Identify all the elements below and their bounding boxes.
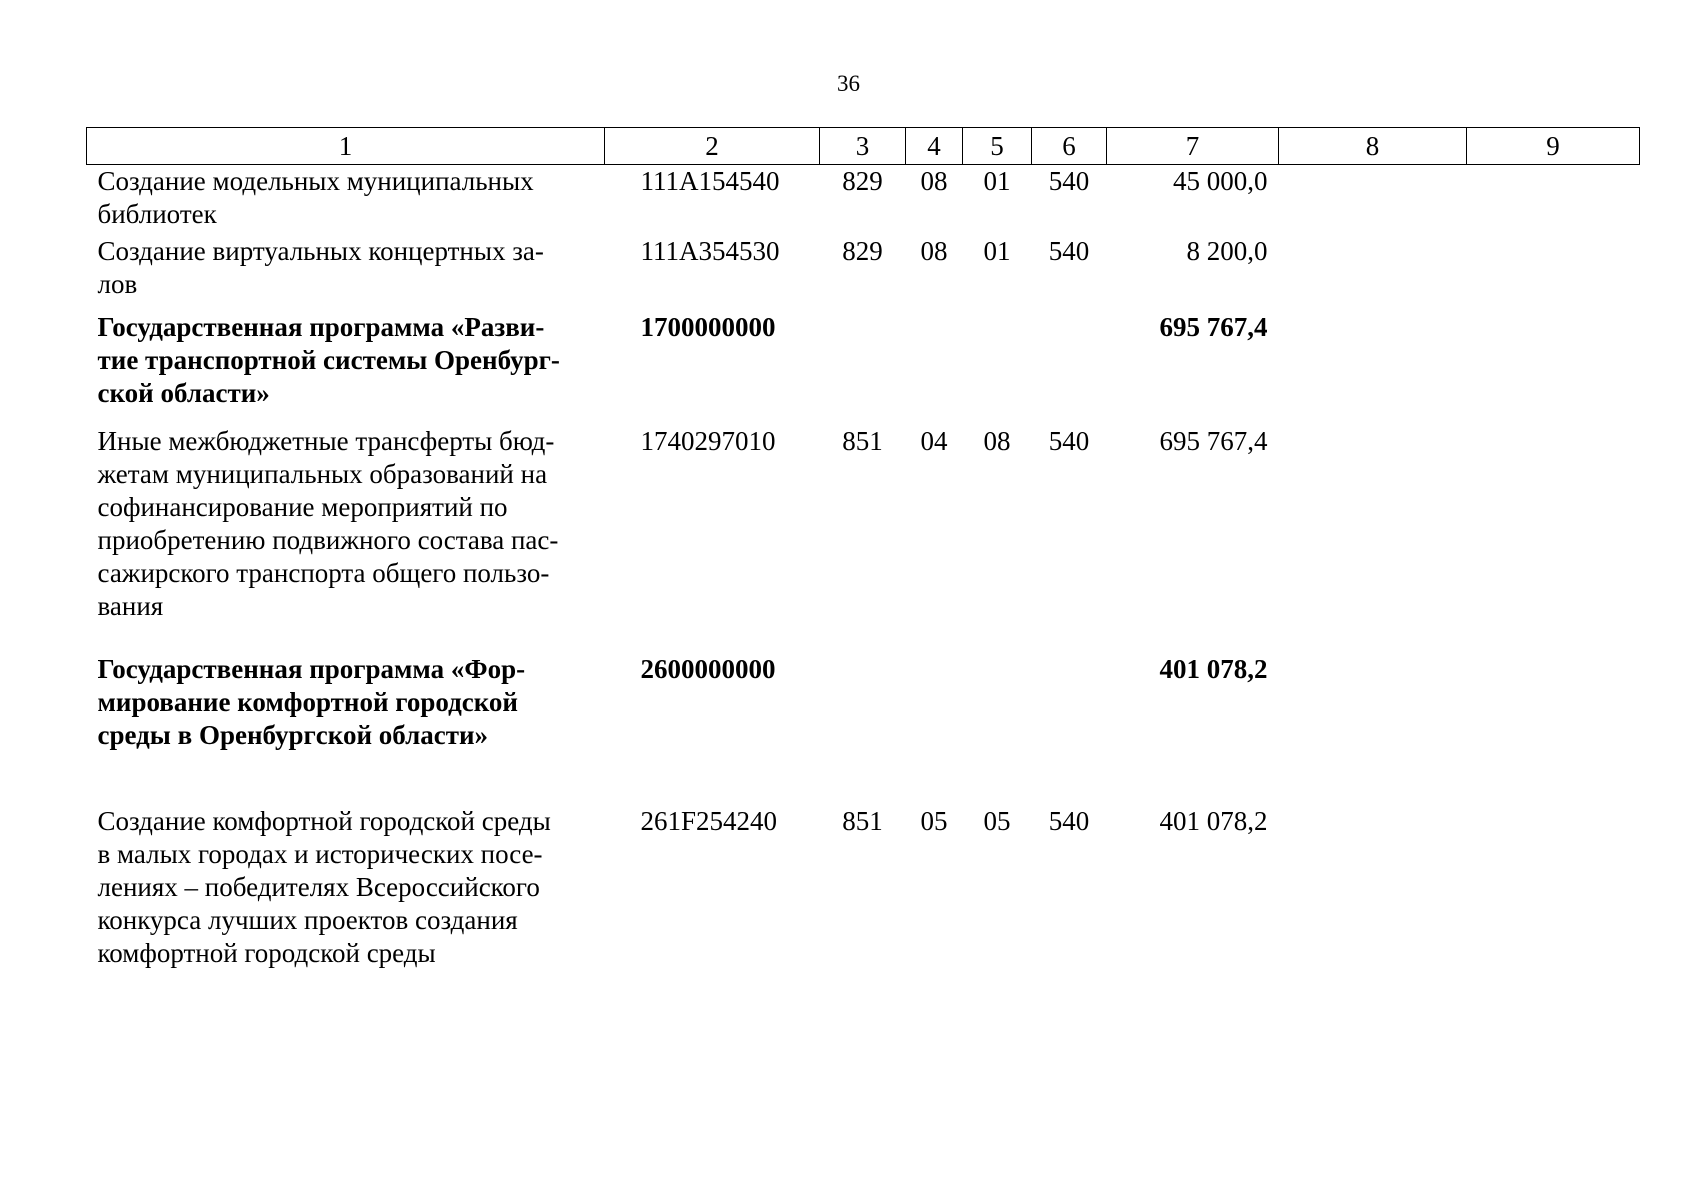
item-name	[87, 805, 605, 975]
item-name-line: жетам муниципальных образований на	[97, 458, 548, 489]
item-name	[87, 235, 605, 311]
item-col9	[1467, 165, 1640, 235]
item-amount: 45 000,0	[1173, 166, 1268, 196]
item-name	[87, 425, 605, 653]
item-col8	[1279, 653, 1467, 805]
header-row	[87, 128, 1640, 165]
item-col3: 829	[842, 235, 883, 266]
item-code: 1700000000	[640, 311, 776, 342]
column-header: 2	[605, 128, 820, 165]
item-name-line: тие транспортной системы Оренбург-	[97, 344, 560, 375]
item-name-line: лениях – победителях Всероссийского	[97, 871, 540, 902]
column-header: 6	[1032, 128, 1107, 165]
page-number: 36	[837, 71, 860, 96]
item-code: 111А354530	[640, 235, 780, 266]
item-name	[87, 653, 605, 805]
column-header: 3	[820, 128, 906, 165]
item-amount: 8 200,0	[1186, 235, 1268, 266]
column-header: 4	[906, 128, 963, 165]
table-row	[87, 425, 1640, 653]
item-col8	[1279, 805, 1467, 975]
item-name	[87, 165, 605, 235]
item-col4: 05	[920, 805, 948, 836]
item-col8	[1279, 235, 1467, 311]
item-col9	[1467, 653, 1640, 805]
item-col4: 04	[920, 425, 948, 456]
column-header: 7	[1107, 128, 1279, 165]
item-col3: 851	[842, 805, 883, 836]
item-col6	[1032, 311, 1107, 425]
item-col8	[1279, 165, 1467, 235]
item-name-line: в малых городах и исторических посе-	[97, 838, 543, 869]
item-code: 1740297010	[640, 425, 776, 456]
item-col6: 540	[1048, 166, 1090, 196]
item-code: 261F254240	[640, 805, 778, 836]
item-col9	[1467, 805, 1640, 975]
item-col5	[963, 653, 1032, 805]
item-col6	[1032, 653, 1107, 805]
item-name-line: конкурса лучших проектов создания	[97, 904, 518, 935]
table-row	[87, 805, 1640, 975]
item-name-line: Создание комфортной городской среды	[97, 805, 551, 836]
item-col3	[820, 311, 906, 425]
item-col3	[820, 653, 906, 805]
item-code: 2600000000	[640, 653, 776, 684]
item-col9	[1467, 311, 1640, 425]
item-name-line: мирование комфортной городской	[97, 686, 518, 717]
item-col5	[963, 311, 1032, 425]
item-name-line: ской области»	[97, 377, 270, 408]
item-name-line: библиотек	[97, 199, 217, 229]
column-header: 5	[963, 128, 1032, 165]
item-name-line: лов	[97, 268, 138, 299]
item-col4: 08	[920, 235, 948, 266]
item-name-line: комфортной городской среды	[97, 937, 436, 968]
item-name	[87, 311, 605, 425]
item-col4	[906, 653, 963, 805]
budget-table	[86, 127, 1640, 975]
column-header: 1	[87, 128, 605, 165]
column-header: 8	[1279, 128, 1467, 165]
item-amount: 695 767,4	[1159, 311, 1268, 342]
item-col6: 540	[1048, 425, 1090, 456]
item-amount: 401 078,2	[1159, 653, 1268, 684]
item-name-line: софинансирование мероприятий по	[97, 491, 508, 522]
column-header: 9	[1467, 128, 1640, 165]
item-col4: 08	[920, 166, 948, 196]
item-name-line: Создание виртуальных концертных за-	[97, 235, 544, 266]
item-name-line: вания	[97, 590, 164, 621]
item-col8	[1279, 311, 1467, 425]
item-name-line: Создание модельных муниципальных	[97, 166, 534, 196]
item-col5: 01	[983, 166, 1011, 196]
table-row	[87, 653, 1640, 805]
item-name-line: Государственная программа «Разви-	[97, 311, 545, 342]
item-col6: 540	[1048, 805, 1090, 836]
item-col4	[906, 311, 963, 425]
item-name-line: Государственная программа «Фор-	[97, 653, 526, 684]
item-amount: 695 767,4	[1159, 425, 1268, 456]
item-col9	[1467, 235, 1640, 311]
item-col5: 08	[983, 425, 1011, 456]
item-name-line: среды в Оренбургской области»	[97, 719, 489, 750]
item-name-line: приобретению подвижного состава пас-	[97, 524, 559, 555]
item-col5: 01	[983, 235, 1011, 266]
item-amount: 401 078,2	[1159, 805, 1268, 836]
item-col3: 851	[842, 425, 883, 456]
table-row	[87, 165, 1640, 235]
item-col9	[1467, 425, 1640, 653]
item-code: 111А154540	[640, 166, 780, 196]
item-col3: 829	[842, 166, 883, 196]
item-col8	[1279, 425, 1467, 653]
item-col5: 05	[983, 805, 1011, 836]
item-col6: 540	[1048, 235, 1090, 266]
item-name-line: Иные межбюджетные трансферты бюд-	[97, 425, 555, 456]
table-row	[87, 235, 1640, 311]
item-name-line: сажирского транспорта общего пользо-	[97, 557, 550, 588]
table-row	[87, 311, 1640, 425]
